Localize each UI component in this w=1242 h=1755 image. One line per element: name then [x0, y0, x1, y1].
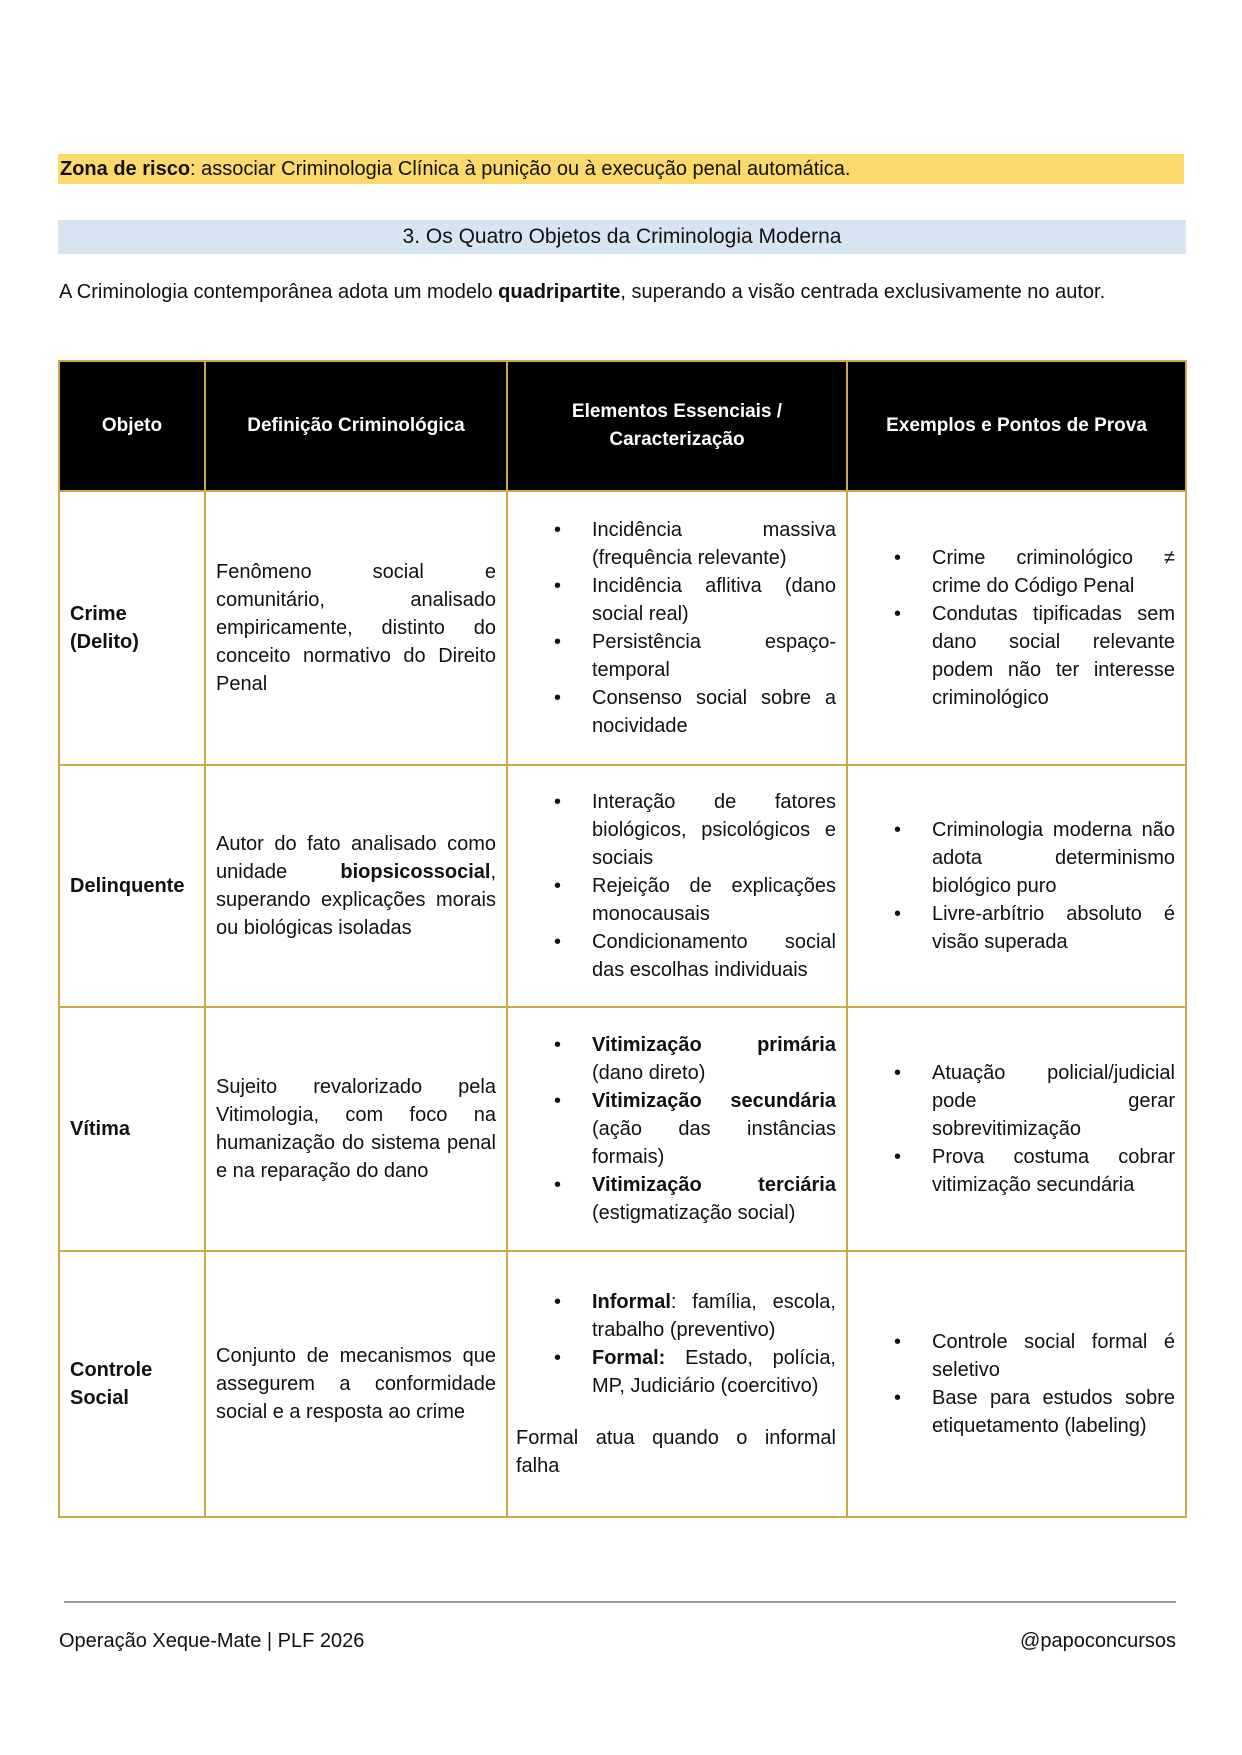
definicao-run: Autor do fato analisado como unidade	[216, 833, 496, 883]
elemento-run: Incidência aflitiva (dano social real)	[592, 575, 836, 625]
elemento-run: (dano direto)	[592, 1062, 706, 1084]
elemento-run: Condicionamento social das escolhas individuais	[592, 931, 836, 981]
elementos-list	[516, 1288, 836, 1400]
elemento-run: Incidência massiva (frequência relevante)	[592, 519, 836, 569]
cell-exemplos	[847, 491, 1186, 765]
list-item	[592, 1344, 836, 1400]
intro-text-after: , superando a visão centrada exclusivamente no autor.	[620, 281, 1106, 303]
table-row	[59, 1251, 1186, 1517]
exemplos-list	[856, 816, 1175, 956]
list-item: • Controle social formal é seletivo	[932, 1328, 1175, 1384]
elemento-run: (ação das instâncias formais)	[592, 1118, 836, 1168]
elemento-run: Estado, polícia, MP, Judiciário (coercitivo)	[592, 1347, 836, 1397]
intro-paragraph	[59, 278, 1183, 306]
intro-text-bold: quadripartite	[498, 281, 621, 303]
list-item	[592, 516, 836, 572]
header-elementos: Elementos Essenciais / Caracterização	[507, 361, 847, 491]
cell-exemplos	[847, 765, 1186, 1007]
elemento-run: Vitimização terciária	[592, 1174, 836, 1196]
list-item: • Prova costuma cobrar vitimização secundária	[932, 1143, 1175, 1199]
objects-table	[58, 360, 1187, 1518]
cell-exemplos	[847, 1007, 1186, 1251]
section-title: 3. Os Quatro Objetos da Criminologia Moderna	[58, 220, 1186, 254]
list-item: • Livre-arbítrio absoluto é visão superada	[932, 900, 1175, 956]
elemento-run: Vitimização primária	[592, 1034, 836, 1056]
exemplos-list	[856, 1059, 1175, 1199]
cell-definicao	[205, 1007, 507, 1251]
elemento-run: : família, escola, trabalho (preventivo)	[592, 1291, 836, 1341]
list-item: • Base para estudos sobre etiquetamento (labeling)	[932, 1384, 1175, 1440]
cell-objeto: Vítima	[59, 1007, 205, 1251]
definicao-run: Conjunto de mecanismos que assegurem a conformidade social e a resposta ao crime	[216, 1345, 496, 1423]
list-item	[592, 628, 836, 684]
elementos-note: Formal atua quando o informal falha	[516, 1427, 836, 1477]
list-item: • Atuação policial/judicial pode gerar sobrevitimização	[932, 1059, 1175, 1143]
header-definicao: Definição Criminológica	[205, 361, 507, 491]
elementos-list	[516, 1031, 836, 1227]
header-objeto: Objeto	[59, 361, 205, 491]
elemento-run: Rejeição de explicações monocausais	[592, 875, 836, 925]
table-body	[59, 491, 1186, 1517]
cell-elementos	[507, 1007, 847, 1251]
list-item	[592, 788, 836, 872]
definicao-run: biopsicossocial	[340, 861, 491, 883]
risk-note	[58, 154, 1184, 184]
intro-text-before: A Criminologia contemporânea adota um modelo	[59, 281, 499, 303]
cell-definicao	[205, 1251, 507, 1517]
list-item	[592, 1087, 836, 1171]
cell-elementos	[507, 1251, 847, 1517]
footer-right: @papoconcursos	[1020, 1630, 1176, 1652]
elemento-run: Vitimização secundária	[592, 1090, 836, 1112]
cell-elementos	[507, 765, 847, 1007]
exemplos-list	[856, 544, 1175, 712]
list-item	[592, 684, 836, 740]
list-item	[592, 872, 836, 928]
cell-definicao	[205, 765, 507, 1007]
list-item: • Criminologia moderna não adota determinismo biológico puro	[932, 816, 1175, 900]
footer-left: Operação Xeque-Mate | PLF 2026	[59, 1630, 365, 1652]
list-item: • Crime criminológico ≠ crime do Código Penal	[932, 544, 1175, 600]
elemento-run: (estigmatização social)	[592, 1202, 796, 1224]
list-item	[592, 1288, 836, 1344]
header-exemplos: Exemplos e Pontos de Prova	[847, 361, 1186, 491]
definicao-run: Fenômeno social e comunitário, analisado empiricamente, distinto do conceito normativo do Direito Penal	[216, 561, 496, 695]
table-row	[59, 1007, 1186, 1251]
cell-objeto: Crime (Delito)	[59, 491, 205, 765]
list-item	[592, 1031, 836, 1087]
definicao-run: Sujeito revalorizado pela Vitimologia, com foco na humanização do sistema penal e na reparação do dano	[216, 1076, 496, 1182]
risk-note-text: : associar Criminologia Clínica à punição ou à execução penal automática.	[190, 158, 851, 180]
elemento-run: Persistência espaço-temporal	[592, 631, 836, 681]
elemento-run: Formal:	[592, 1347, 666, 1369]
cell-objeto: Delinquente	[59, 765, 205, 1007]
list-item: • Condutas tipificadas sem dano social relevante podem não ter interesse criminológico	[932, 600, 1175, 712]
list-item	[592, 928, 836, 984]
list-item	[592, 1171, 836, 1227]
list-item	[592, 572, 836, 628]
exemplos-list	[856, 1328, 1175, 1440]
elemento-run: Informal	[592, 1291, 671, 1313]
table-header-row	[59, 361, 1186, 491]
definicao-run: , superando explicações morais ou biológicas isoladas	[216, 861, 496, 939]
elemento-run: Consenso social sobre a nocividade	[592, 687, 836, 737]
table-row	[59, 491, 1186, 765]
cell-definicao	[205, 491, 507, 765]
elemento-run: Interação de fatores biológicos, psicológicos e sociais	[592, 791, 836, 869]
risk-note-label: Zona de risco	[60, 158, 191, 180]
elementos-list	[516, 788, 836, 984]
cell-exemplos	[847, 1251, 1186, 1517]
footer-divider	[64, 1601, 1176, 1603]
cell-objeto: Controle Social	[59, 1251, 205, 1517]
elementos-list	[516, 516, 836, 740]
cell-elementos	[507, 491, 847, 765]
table-row	[59, 765, 1186, 1007]
